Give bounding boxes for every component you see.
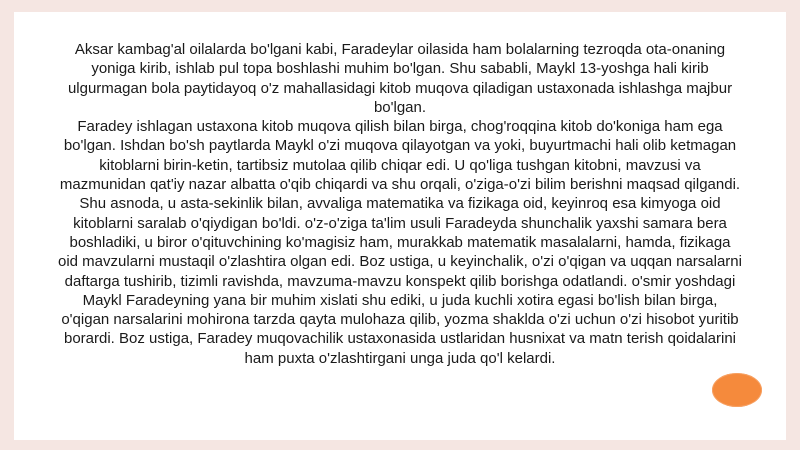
orange-circle-decoration — [712, 373, 762, 407]
paragraph-bookbinding-workshop: Faradey ishlagan ustaxona kitob muqova qilish bilan birga, chog'roqqina kitob do'koniga ham ega bo'lgan. Ishdan bo'sh paytlarda Maykl o'zi muqova qilayotgan va yoki, buyurtmachi hali olib ketmagan kitoblarni birin-ketin, tartibsiz mutolaa qilib chiqar edi. U qo'liga tushgan kitobni, mavzusi va mazmunidan qat'iy nazar albatta o'qib chiqardi va shu orqali, o'ziga-o'zi bilim berishni maqsad qilgandi. Shu asnoda, u asta-sekinlik bilan, avvaliga matematika va fizikaga oid, keyinroq esa kimyoga oid kitoblarni saralab o'qiydigan bo'ldi. o'z-o'ziga ta'lim usuli Faradeyda shunchalik yaxshi samara bera boshladiki, u biror o'qituvchining ko'magisiz ham, murakkab matematik masalalarni, hamda, fizikaga oid mavzularni mustaqil o'zlashtira olgan edi. Boz ustiga, u keyinchalik, o'zi o'qigan va uqqan narsalarni daftarga tushirib, tizimli ravishda, mavzuma-mavzu konspekt qilib borishga odatlandi. o'smir yoshdagi Maykl Faradeyning yana bir muhim xislati shu ediki, u juda kuchli xotira egasi bo'lish bilan birga, o'qigan narsalarini mohirona tarzda qayta mulohaza qilib, yozma shaklda o'zi uchun o'zi hisobot yuritib borardi. Boz ustiga, Faradey muqovachilik ustaxonasida ustlaridan husnixat va matn terish qoidalarini ham puxta o'zlashtirgani unga juda qo'l kelardi. — [58, 118, 742, 367]
paragraph-family-background: Aksar kambag'al oilalarda bo'lgani kabi, Faradeylar oilasida ham bolalarning tezroqda ota-onaning yoniga kirib, ishlab pul topa boshlashi muhim bo'lgan. Shu sababli, Maykl 13-yoshga hali kirib ulgurmagan bola paytidayoq o'z mahallasidagi kitob muqova qiladigan ustaxonada ishlashga majbur bo'lgan. — [67, 41, 733, 116]
slide-border-bottom — [0, 440, 800, 450]
slide-border-right — [786, 0, 800, 450]
slide-border-left — [0, 0, 14, 450]
slide-border-top — [0, 0, 800, 12]
slide-body-text — [58, 40, 742, 368]
